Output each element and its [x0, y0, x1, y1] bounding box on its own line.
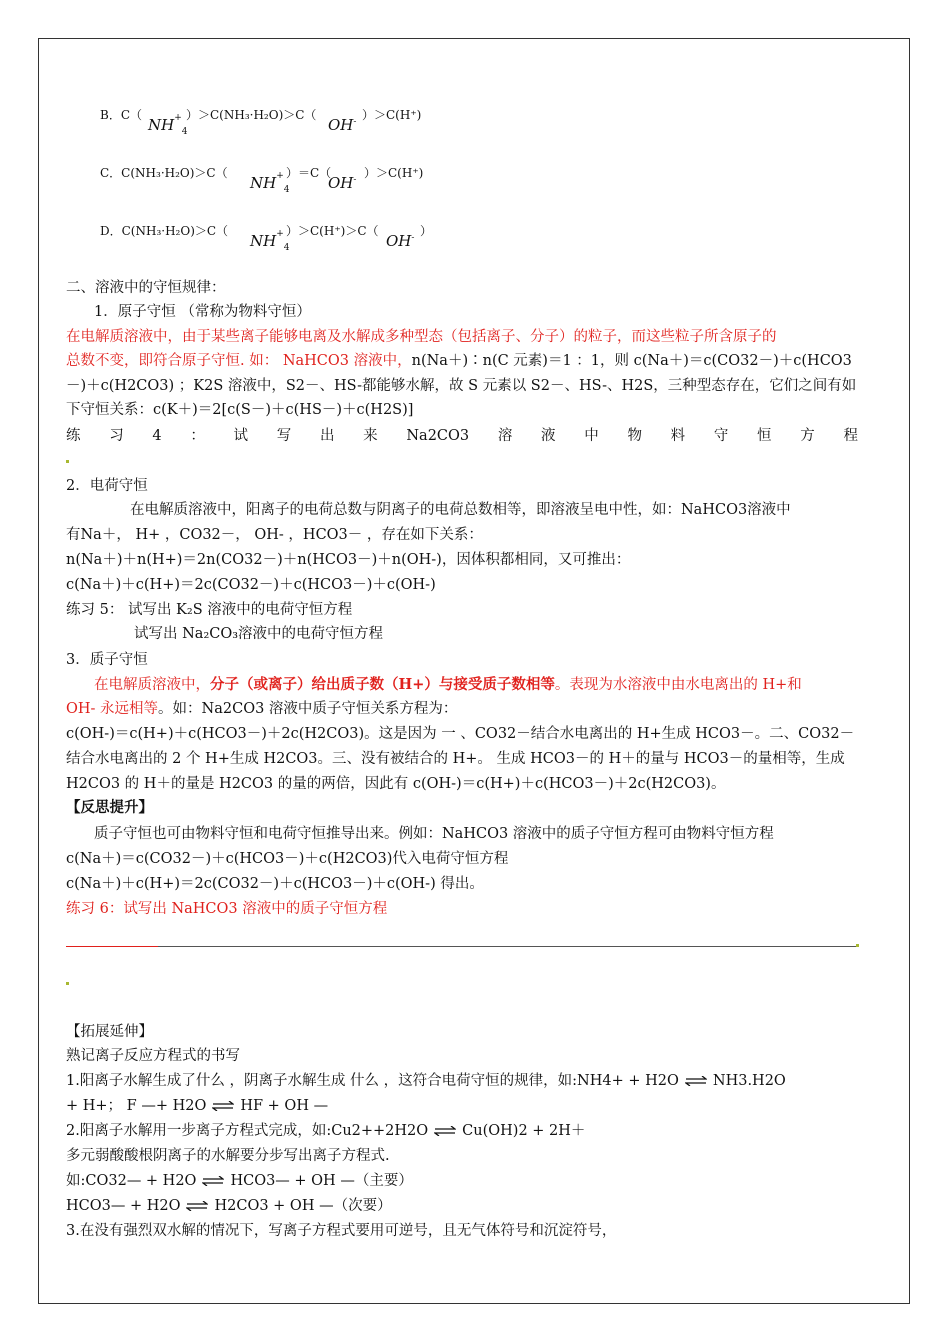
- atom-line-2: 总数不变，即符合原子守恒. 如： NaHCO3 溶液中，n(Na＋)∶n(C 元素)＝1 ：1，则 c(Na＋)＝c(CO32－)＋c(HCO3: [66, 353, 852, 369]
- practice-4-token: 恒: [757, 428, 772, 444]
- proton-line-2: OH- 永远相等。如：Na2CO3 溶液中质子守恒关系方程为：: [66, 701, 458, 717]
- extend-subtitle: 熟记离子反应方程式的书写: [66, 1048, 240, 1064]
- option-b-mid1: ）＞C(NH₃·H₂O)＞C（: [186, 108, 317, 122]
- practice-4-token: 中: [584, 428, 599, 444]
- option-b-prefix: B．C（: [100, 108, 143, 122]
- practice-5b: 试写出 Na₂CO₃溶液中的电荷守恒方程: [134, 626, 384, 642]
- section-title: 二、溶液中的守恒规律：: [66, 280, 226, 296]
- option-c-mid1: ）＝C（: [286, 166, 332, 180]
- option-c-prefix: C．C(NH₃·H₂O)＞C（: [100, 166, 228, 180]
- option-c-ion1: $NH^+_4$: [250, 171, 290, 195]
- practice-4-token: 写: [276, 428, 292, 444]
- option-d-ion1: $NH^+_4$: [250, 229, 290, 253]
- option-d-ion2: OH-: [386, 232, 415, 250]
- practice-4-token: 试: [233, 428, 249, 444]
- extend-line-3: 2.阳离子水解用一步离子方程式完成，如:Cu2++2H2O Cu(OH)2 + 2H＋: [66, 1123, 586, 1139]
- option-d-mid1: ）＞C(H⁺)＞C（: [286, 224, 379, 238]
- proton-line-5: H2CO3 的 H＋的量是 H2CO3 的量的两倍，因此有 c(OH-)＝c(H+)＋c(HCO3－)＋2c(H2CO3)。: [66, 776, 726, 792]
- extend-line-6: HCO3— + H2O H2CO3 + OH —（次要）: [66, 1198, 392, 1214]
- practice-4-token: 习: [109, 428, 124, 444]
- marker-dot: [856, 944, 859, 947]
- answer-line: [66, 946, 858, 947]
- charge-line-2: 有Na＋， H+ ，CO32－， OH- ，HCO3－ ，存在如下关系：: [66, 527, 483, 543]
- proton-line-4: 结合水电离出的 2 个 H+生成 H2CO3。三、没有被结合的 H+。 生成 HCO3－的 H＋的量与 HCO3－的量相等，生成: [66, 751, 845, 767]
- option-d-mid2: ）: [420, 224, 433, 238]
- atom-line-4: 下守恒关系：c(K＋)＝2[c(S－)＋c(HS－)＋c(H2S)]: [66, 402, 414, 418]
- proton-line-1: 在电解质溶液中，分子（或离子）给出质子数（H+）与接受质子数相等。表现为水溶液中由水电离出的 H+和: [94, 676, 802, 693]
- reversible-arrow-icon: [212, 1101, 234, 1111]
- reflect-line-2: c(Na＋)＝c(CO32－)＋c(HCO3－)＋c(H2CO3)代入电荷守恒方程: [66, 851, 509, 867]
- practice-4-token: 液: [541, 428, 556, 444]
- atom-red-line-1: 在电解质溶液中，由于某些离子能够电离及水解成多种型态（包括离子、分子）的粒子，而这些粒子所含原子的: [66, 329, 777, 345]
- practice-4-token: Na2CO3: [406, 428, 470, 444]
- option-c-mid2: ）＞C(H⁺): [364, 166, 424, 180]
- practice-4-token: 来: [363, 428, 378, 444]
- practice-4-token: 程: [843, 428, 858, 444]
- reversible-arrow-icon: [202, 1176, 224, 1186]
- practice-4-token: 出: [319, 428, 335, 444]
- option-b-ion1: $NH^+_4$: [148, 113, 188, 137]
- practice-4-token: 溶: [497, 428, 513, 444]
- practice-4: [66, 426, 858, 446]
- option-b-mid2: ）＞C(H⁺): [362, 108, 422, 122]
- extend-title: 【拓展延伸】: [66, 1024, 153, 1040]
- extend-line-2: + H+； F —+ H2O HF + OH —: [66, 1098, 329, 1114]
- reversible-arrow-icon: [685, 1076, 707, 1086]
- practice-4-token: ：: [190, 428, 205, 444]
- extend-line-5: 如:CO32— + H2O HCO3— + OH —（主要）: [66, 1173, 413, 1189]
- charge-line-4: c(Na＋)＋c(H+)＝2c(CO32－)＋c(HCO3－)＋c(OH-): [66, 577, 436, 593]
- practice-4-token: 方: [800, 428, 815, 444]
- subsection-charge: 2．电荷守恒: [66, 478, 148, 494]
- extend-line-1: 1.阳离子水解生成了什么 ，阴离子水解生成 什么 ，这符合电荷守恒的规律，如:NH4+ + H2O NH3.H2O: [66, 1073, 786, 1089]
- practice-4-token: 物: [627, 428, 642, 444]
- option-b-ion2: OH-: [328, 116, 357, 134]
- reflect-title: 【反思提升】: [66, 800, 153, 816]
- reflect-line-1: 质子守恒也可由物料守恒和电荷守恒推导出来。例如：NaHCO3 溶液中的质子守恒方程可由物料守恒方程: [94, 826, 774, 842]
- option-d-prefix: D．C(NH₃·H₂O)＞C（: [100, 224, 229, 238]
- marker-dot: [66, 982, 69, 985]
- atom-line-3: －)＋c(H2CO3) ；K2S 溶液中，S2－、HS-都能够水解，故 S 元素以 S2－、HS-、H2S，三种型态存在，它们之间有如: [66, 378, 857, 394]
- reflect-line-3: c(Na＋)＋c(H+)＝2c(CO32－)＋c(HCO3－)＋c(OH-) 得出。: [66, 876, 484, 892]
- practice-6: 练习 6：试写出 NaHCO3 溶液中的质子守恒方程: [66, 901, 388, 917]
- marker-dot: [66, 460, 69, 463]
- subsection-atom: 1．原子守恒 （常称为物料守恒）: [94, 304, 311, 320]
- charge-line-1: 在电解质溶液中，阳离子的电荷总数与阴离子的电荷总数相等，即溶液呈电中性，如：NaHCO3溶液中: [130, 502, 791, 518]
- option-c-ion2: OH-: [328, 174, 357, 192]
- answer-line-accent: [66, 946, 158, 947]
- extend-line-4: 多元弱酸酸根阴离子的水解要分步写出离子方程式.: [66, 1148, 390, 1164]
- practice-4-token: 练: [66, 428, 81, 444]
- reversible-arrow-icon: [434, 1126, 456, 1136]
- practice-4-token: 料: [670, 428, 686, 444]
- charge-line-3: n(Na＋)＋n(H+)＝2n(CO32－)＋n(HCO3－)＋n(OH-)，因体积都相同，又可推出：: [66, 552, 631, 568]
- practice-4-token: 守: [713, 428, 729, 444]
- subsection-proton: 3．质子守恒: [66, 652, 148, 668]
- practice-5a: 练习 5： 试写出 K₂S 溶液中的电荷守恒方程: [66, 602, 353, 618]
- proton-line-3: c(OH-)＝c(H+)＋c(HCO3－)＋2c(H2CO3)。这是因为 一 、CO32－结合水电离出的 H+生成 HCO3－。二、CO32－: [66, 726, 855, 742]
- extend-line-7: 3.在没有强烈双水解的情况下，写离子方程式要用可逆号，且无气体符号和沉淀符号，: [66, 1223, 617, 1239]
- practice-4-token: 4: [152, 428, 162, 444]
- reversible-arrow-icon: [186, 1201, 208, 1211]
